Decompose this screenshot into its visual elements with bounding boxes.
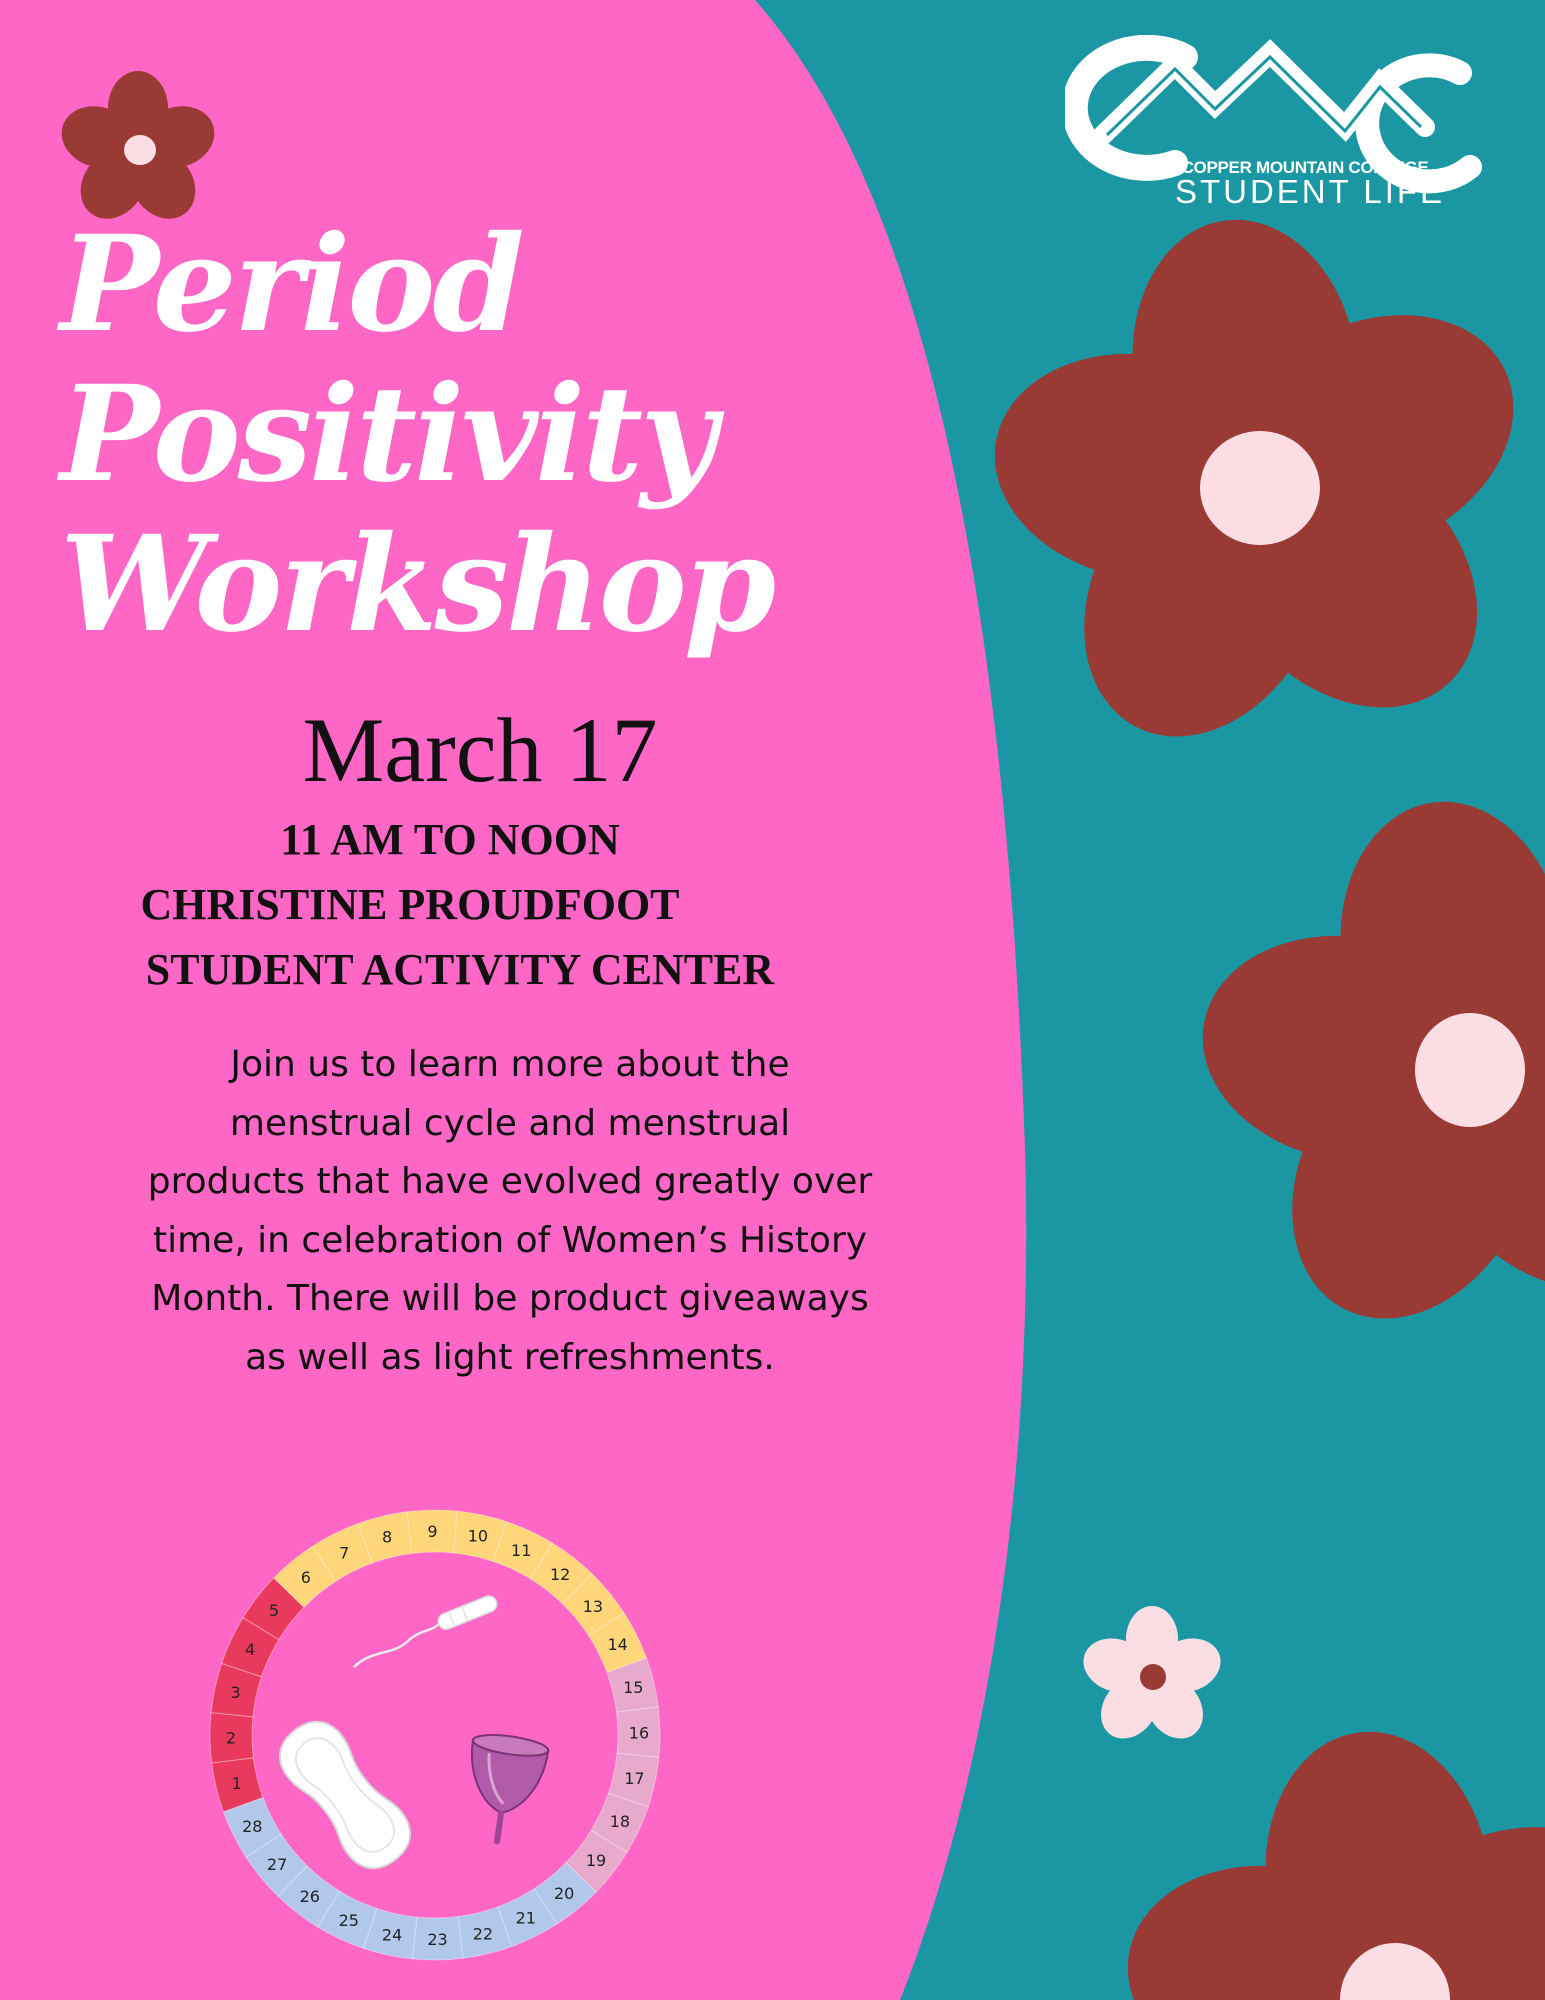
- cycle-day-label: 19: [585, 1851, 607, 1871]
- cycle-day-label: 26: [299, 1887, 320, 1907]
- cycle-day-label: 1: [231, 1773, 242, 1793]
- cycle-day-label: 2: [225, 1728, 237, 1748]
- cycle-day-label: 3: [230, 1683, 241, 1703]
- cycle-day-label: 24: [381, 1925, 403, 1945]
- logo-department: STUDENT LIFE: [1174, 173, 1446, 210]
- cycle-day-label: 10: [467, 1526, 489, 1546]
- event-title: [60, 207, 820, 662]
- description-line: Month. There will be product giveaways: [151, 1278, 869, 1319]
- cycle-day-label: 20: [553, 1883, 575, 1903]
- description-line: products that have evolved greatly over: [147, 1161, 873, 1202]
- description-line: time, in celebration of Women’s History: [152, 1219, 868, 1261]
- title-line: Workshop: [60, 507, 774, 662]
- cycle-day-label: 23: [427, 1929, 448, 1949]
- event-location-line: CHRISTINE PROUDFOOT: [140, 880, 680, 929]
- cycle-day-label: 4: [245, 1639, 256, 1659]
- cycle-day-label: 7: [339, 1543, 350, 1563]
- cycle-day-label: 13: [582, 1596, 604, 1616]
- cycle-day-label: 22: [472, 1924, 494, 1944]
- cycle-day-label: 8: [382, 1527, 393, 1547]
- logo-college-name: COPPER MOUNTAIN COLLEGE: [1181, 158, 1429, 177]
- description-line: Join us to learn more about the: [230, 1044, 790, 1085]
- event-time: 11 AM TO NOON: [280, 815, 620, 864]
- tampon-icon: [348, 1594, 500, 1668]
- cycle-ring: [210, 1510, 660, 1960]
- cycle-day-label: 9: [427, 1522, 438, 1542]
- cycle-day-label: 11: [511, 1541, 532, 1561]
- cycle-day-label: 12: [550, 1564, 571, 1584]
- cycle-wheel: [205, 1505, 665, 1965]
- title-line: Positivity: [60, 357, 714, 512]
- cycle-day-label: 5: [268, 1600, 280, 1620]
- event-description: [120, 1036, 900, 1387]
- event-location-line: STUDENT ACTIVITY CENTER: [145, 945, 775, 994]
- cycle-day-label: 16: [628, 1723, 650, 1743]
- description-line: as well as light refreshments.: [245, 1336, 775, 1378]
- description-line: menstrual cycle and menstrual: [229, 1102, 791, 1144]
- cycle-day-label: 25: [338, 1910, 359, 1930]
- cycle-day-label: 27: [266, 1855, 288, 1875]
- event-date: March 17: [302, 699, 658, 801]
- cycle-day-label: 28: [242, 1816, 263, 1836]
- cycle-day-label: 6: [300, 1568, 311, 1588]
- cycle-day-label: 15: [623, 1678, 644, 1698]
- cycle-day-label: 14: [607, 1635, 628, 1655]
- cycle-day-label: 18: [609, 1812, 631, 1832]
- title-line: Period: [60, 207, 522, 362]
- cycle-day-label: 21: [515, 1908, 536, 1928]
- menstrual-cup-icon: [459, 1731, 549, 1850]
- cycle-day-label: 17: [624, 1768, 645, 1788]
